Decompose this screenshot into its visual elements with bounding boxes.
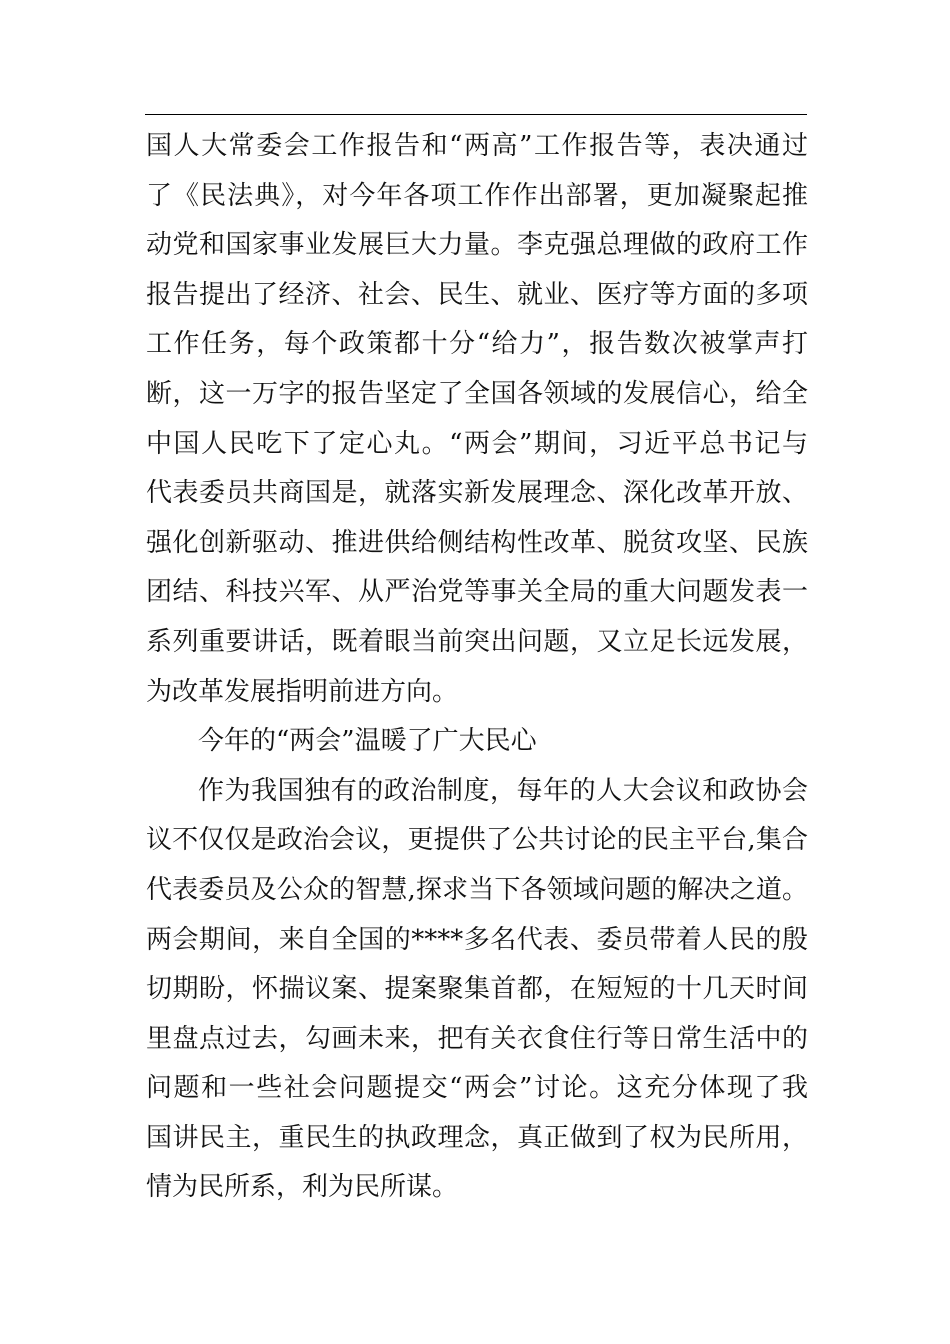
text-line: 国讲民主，重民生的执政理念，真正做到了权为民所用， xyxy=(146,1122,808,1153)
text-line: 动党和国家事业发展巨大力量。李克强总理做的政府工作 xyxy=(146,230,808,261)
text-line: 里盘点过去，勾画未来，把有关衣食住行等日常生活中的 xyxy=(146,1023,808,1054)
section-heading-text: 今年的“两会”温暖了广大民心 xyxy=(198,726,537,757)
text-line: 代表委员及公众的智慧,探求当下各领域问题的解决之道。 xyxy=(146,874,808,905)
text-line: 了《民法典》，对今年各项工作作出部署，更加凝聚起推 xyxy=(146,180,808,211)
text-line: 强化创新驱动、推进供给侧结构性改革、脱贫攻坚、民族 xyxy=(146,527,808,558)
text-line: 断，这一万字的报告坚定了全国各领域的发展信心，给全 xyxy=(146,378,808,409)
text-line: 问题和一些社会问题提交“两会”讨论。这充分体现了我 xyxy=(146,1073,808,1104)
text-line: 切期盼，怀揣议案、提案聚集首都，在短短的十几天时间 xyxy=(146,974,808,1005)
text-line: 报告提出了经济、社会、民生、就业、医疗等方面的多项 xyxy=(146,279,808,310)
text-line: 中国人民吃下了定心丸。“两会”期间，习近平总书记与 xyxy=(146,428,808,459)
text-line: 国人大常委会工作报告和“两高”工作报告等，表决通过 xyxy=(146,131,808,161)
text-line: 情为民所系，利为民所谋。 xyxy=(146,1172,459,1203)
section-heading xyxy=(146,717,808,767)
text-line: 为改革发展指明前进方向。 xyxy=(146,676,459,707)
header-rule xyxy=(145,114,807,115)
paragraph-political-system xyxy=(146,767,808,1213)
document-body xyxy=(146,122,808,1213)
text-line: 团结、科技兴军、从严治党等事关全局的重大问题发表一 xyxy=(146,577,808,608)
text-line: 系列重要讲话，既着眼当前突出问题，又立足长远发展， xyxy=(146,626,808,657)
text-line: 作为我国独有的政治制度，每年的人大会议和政协会 xyxy=(198,775,808,806)
text-line: 议不仅仅是政治会议，更提供了公共讨论的民主平台,集合 xyxy=(146,825,808,856)
text-line: 工作任务，每个政策都十分“给力”，报告数次被掌声打 xyxy=(146,329,808,360)
paragraph-npc-reports xyxy=(146,122,808,717)
text-line: 代表委员共商国是，就落实新发展理念、深化改革开放、 xyxy=(146,478,808,509)
text-line: 两会期间，来自全国的****多名代表、委员带着人民的殷 xyxy=(146,924,808,955)
